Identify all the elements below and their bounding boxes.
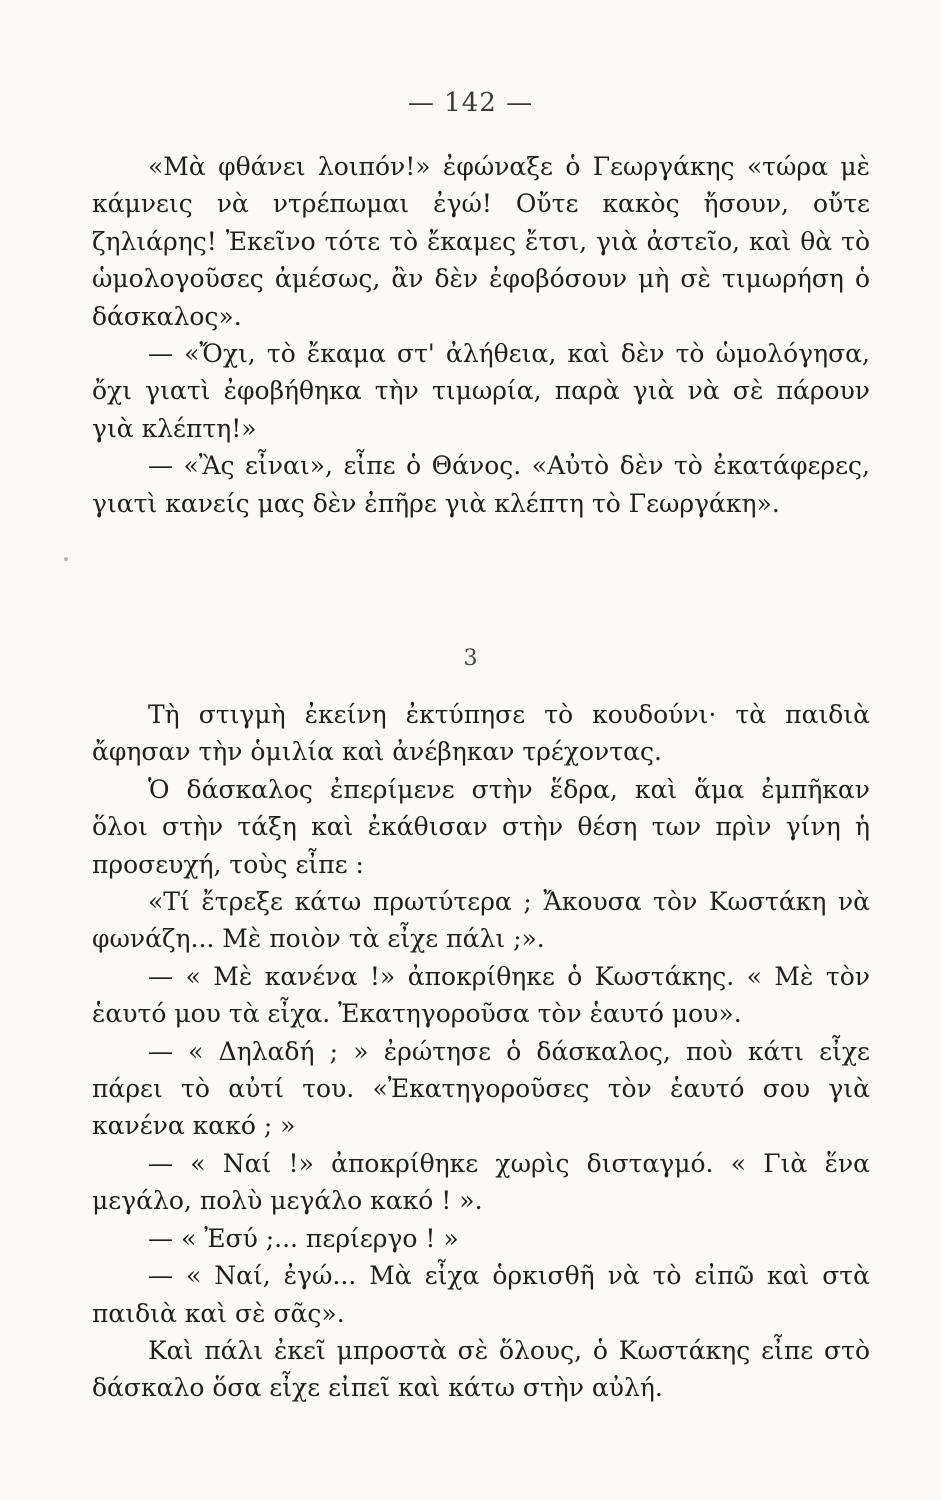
paragraph: «Τί ἔτρεξε κάτω πρωτύτερα ; Ἄκουσα τὸν Κωστάκη νὰ φωνάζη... Μὲ ποιὸν τὰ εἶχε πάλι ;».	[92, 887, 870, 954]
paragraph: — «Ἂς εἶναι», εἶπε ὁ Θάνος. «Αὐτὸ δὲν τὸ ἐκατάφερες, γιατὶ κανείς μας δὲν ἐπῆρε γιὰ κλέπτη τὸ Γεωργάκη».	[92, 451, 870, 518]
section-number: 3	[463, 646, 478, 671]
paragraph: — « Δηλαδή ; » ἐρώτησε ὁ δάσκαλος, ποὺ κάτι εἶχε πάρει τὸ αὐτί του. «Ἐκατηγοροῦσες τὸν ἑαυτό σου γιὰ κανένα κακό ; »	[92, 1036, 870, 1141]
paragraph: Τὴ στιγμὴ ἐκείνη ἐκτύπησε τὸ κουδούνι· τὰ παιδιὰ ἄφησαν τὴν ὁμιλία καὶ ἀνέβηκαν τρέχοντας.	[92, 700, 870, 767]
paragraph: — « Ἐσύ ;... περίεργο ! »	[148, 1223, 459, 1253]
paragraph: — « Ναί !» ἀποκρίθηκε χωρὶς δισταγμό. « Γιὰ ἕνα μεγάλο, πολὺ μεγάλο κακό ! ».	[92, 1148, 870, 1216]
text-block-before-section	[92, 148, 870, 522]
paragraph: Καὶ πάλι ἐκεῖ μπροστὰ σὲ ὅλους, ὁ Κωστάκης εἶπε στὸ δάσκαλο ὅσα εἶχε εἰπεῖ καὶ κάτω στὴν αὐλή.	[92, 1335, 870, 1403]
paper-speck	[64, 557, 68, 561]
paragraph: «Μὰ φθάνει λοιπόν!» ἐφώναξε ὁ Γεωργάκης «τώρα μὲ κάμνεις νὰ ντρέπωμαι ἐγώ! Οὔτε κακὸς ἤσουν, οὔτε ζηλιάρης! Ἐκεῖνο τότε τὸ ἔκαμες ἔτσι, γιὰ ἀστεῖο, καὶ θὰ τὸ ὡμολογοῦσες ἀμέσως, ἂν δὲν ἐφοβόσουν μὴ σὲ τιμωρήση ὁ δάσκαλος».	[92, 152, 870, 331]
text-block-after-section	[92, 696, 870, 1407]
page-number: — 142 —	[407, 88, 534, 118]
paragraph: Ὁ δάσκαλος ἐπερίμενε στὴν ἕδρα, καὶ ἅμα ἐμπῆκαν ὅλοι στὴν τάξη καὶ ἐκάθισαν στὴν θέση των πρὶν γίνη ἡ προσευχή, τοὺς εἶπε :	[92, 774, 870, 879]
paragraph: — «Ὄχι, τὸ ἔκαμα στ' ἀλήθεια, καὶ δὲν τὸ ὡμολόγησα, ὄχι γιατὶ ἐφοβήθηκα τὴν τιμωρία, παρὰ γιὰ νὰ σὲ πάρουν γιὰ κλέπτη!»	[92, 339, 870, 443]
paragraph: — « Ναί, ἐγώ... Μὰ εἶχα ὁρκισθῆ νὰ τὸ εἰπῶ καὶ στὰ παιδιὰ καὶ σὲ σᾶς».	[92, 1261, 870, 1328]
paragraph: — « Μὲ κανένα !» ἀποκρίθηκε ὁ Κωστάκης. « Μὲ τὸν ἑαυτό μου τὰ εἶχα. Ἐκατηγοροῦσα τὸν ἑαυτό μου».	[92, 961, 870, 1029]
